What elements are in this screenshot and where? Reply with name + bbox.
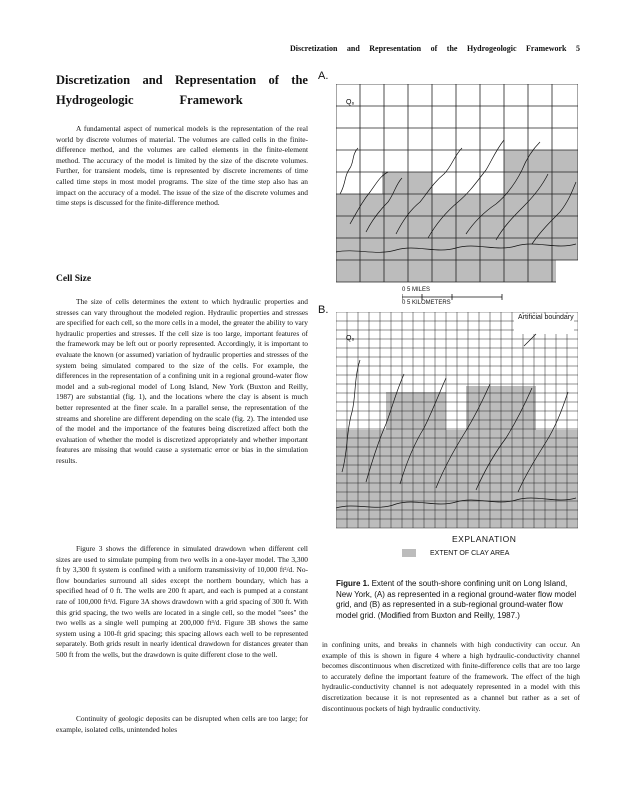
title-word: Discretization bbox=[56, 73, 131, 87]
running-head bbox=[290, 44, 580, 53]
scale-km: 0 5 KILOMETERS bbox=[402, 300, 451, 306]
running-head-word: Framework bbox=[526, 44, 567, 53]
artificial-boundary-label: Artificial boundary bbox=[518, 314, 574, 321]
running-head-word: Discretization bbox=[290, 44, 338, 53]
panel-a-corner-label: Q₆ bbox=[346, 99, 355, 106]
title-word: Hydrogeologic bbox=[56, 93, 134, 107]
title-word: and bbox=[142, 73, 163, 87]
running-head-word: Representation bbox=[369, 44, 422, 53]
running-head-word: the bbox=[446, 44, 458, 53]
title-word: the bbox=[291, 73, 308, 87]
panel-b-label: B. bbox=[318, 304, 329, 316]
panel-b-corner-label: Q₆ bbox=[346, 335, 355, 342]
panel-a-map bbox=[336, 84, 578, 284]
page-number: 5 bbox=[575, 44, 580, 53]
clay-area-swatch bbox=[402, 549, 416, 557]
intro-paragraph: A fundamental aspect of numerical models is the representation of the real world by discrete volumes of material. The volumes are called cells in the finite-difference method, and the volumes are called elements in the finite-element method. The accuracy of the model is limited by the size of the discrete volumes. Further, for transient models, time is represented by discrete increments of time called time steps in most model programs. The size of the time step also has an impact on the accuracy of a model. The issue of the size of the discrete volumes and time steps is discussed for the finite-difference method. bbox=[56, 124, 308, 208]
running-head-word: and bbox=[346, 44, 360, 53]
title-word: Representation bbox=[175, 73, 257, 87]
cell-size-heading: Cell Size bbox=[56, 274, 92, 284]
scale-miles: 0 5 MILES bbox=[402, 287, 431, 293]
legend-entry-label: EXTENT OF CLAY AREA bbox=[430, 549, 510, 557]
panel-a-label: A. bbox=[318, 70, 329, 82]
right-column-paragraph: in confining units, and breaks in channels with high conductivity can occur. An example of this is shown in figure 4 where a high hydraulic-conductivity channel becomes discontinuous when discretized with finite-difference cells that are too large to accurately define the important feature of the framework. The effect of the high hydraulic-conductivity channel is not adequately represented in a model with this discretization because it is not represented as a channel but rather as a set of discontinuous pockets of high hydraulic conductivity. bbox=[322, 640, 580, 713]
cell-size-paragraph-3: Continuity of geologic deposits can be disrupted when cells are too large; for example, isolated cells, unintended holes bbox=[56, 714, 308, 734]
running-head-word: of bbox=[430, 44, 438, 53]
cell-size-paragraph-1: The size of cells determines the extent to which hydraulic properties and stresses can vary throughout the modeled region. Hydraulic properties and stresses are specified for each cell, so the more cells in a model, the greater the ability to vary hydraulic properties and stresses. If the cell size is too large, important features of the framework may be left out or poorly represented. Accordingly, it is important to evaluate the known (or assumed) variation of hydraulic properties and stresses of the system being simulated compared to the size of the cells. For example, the differences in the representation of a confining unit in a regional ground-water flow model and a sub-regional model of Long Island, New York (Buxton and Reilly, 1987) are substantial (fig. 1), and the locations where the clay is absent is much better represented at the finer scale. In a parallel sense, the representation of the streams and shoreline are different depending on the scale (fig. 2). The intended use of the model and the importance of the features being discretized affect both the evaluation of whether the model is discretized appropriately and whether important features are missing that would cause a systematic error or bias in the simulation results. bbox=[56, 297, 308, 465]
legend-entry bbox=[402, 549, 509, 557]
title-word: Framework bbox=[179, 93, 243, 107]
figure-caption bbox=[336, 579, 580, 621]
explanation-title: EXPLANATION bbox=[452, 534, 517, 544]
section-title bbox=[56, 70, 308, 110]
caption-text: Extent of the south-shore confining unit on Long Island, New York, (A) as represented in a regional ground-water flow model grid, and (B) as represented in a sub-regional ground-water flow model grid. (Modified from Buxton and Reilly, 1987.) bbox=[336, 579, 577, 620]
caption-label: Figure 1. bbox=[336, 579, 370, 588]
cell-size-paragraph-2: Figure 3 shows the difference in simulated drawdown when different cell sizes are used to simulate pumping from two wells in a one-layer model. The 3,300 ft by 3,300 ft system is confined with a uniform transmissivity of 10,000 ft²/d. No-flow boundaries surround all sides except the northern boundary, which has a specified head of 0 ft. The wells are 200 ft apart, and each is pumped at a constant rate of 100,000 ft³/d. Figure 3A shows drawdown with a grid spacing of 300 ft. With this grid spacing, the two wells are located in a single cell, so the model "sees" the two wells as a single well pumping at 200,000 ft³/d. Figure 3B shows the same system using a 100-ft grid spacing; this spacing allows each well to be represented separately. Both grids result in nearly identical drawdown for distances greater than 500 ft from the wells, but the drawdown is quite different close to the well. bbox=[56, 544, 308, 659]
title-word: of bbox=[268, 73, 279, 87]
panel-b-map bbox=[336, 312, 578, 530]
running-head-word: Hydrogeologic bbox=[466, 44, 517, 53]
